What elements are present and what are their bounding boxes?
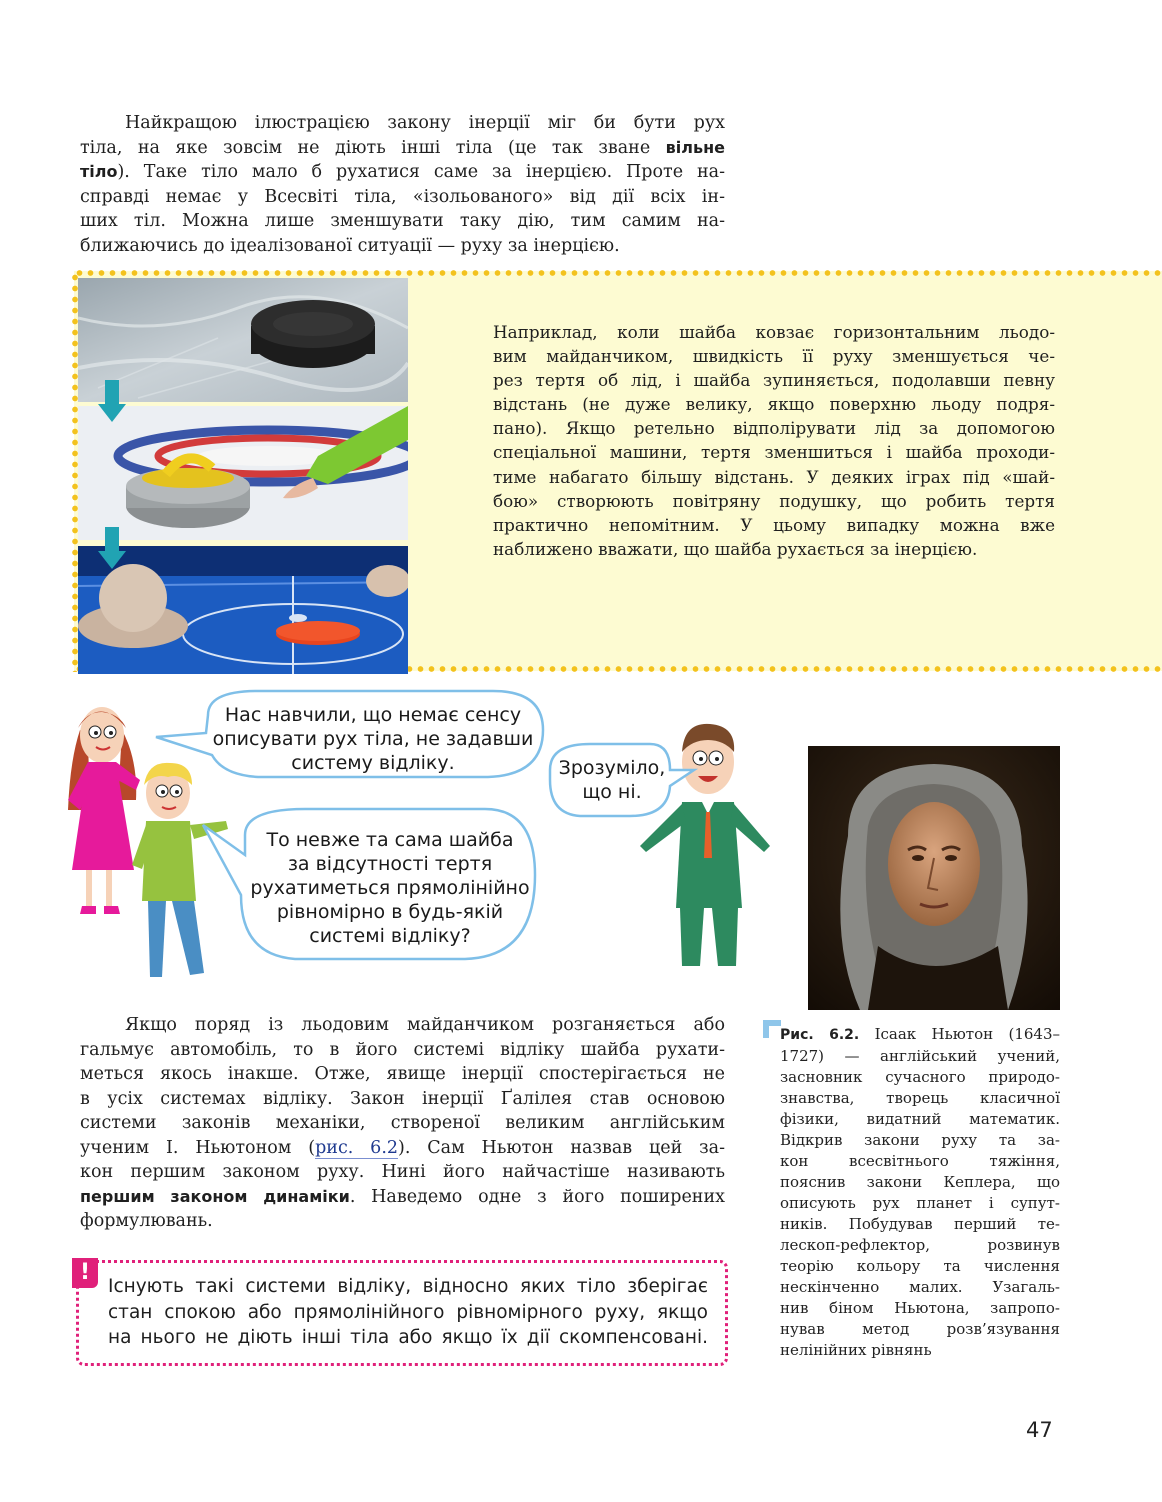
caption-line: теорію кольору та числення [780,1257,1060,1275]
main-line-8: першим законом динаміки. Наведемо одне з його поширених [80,1186,725,1207]
bold-term-first-law: першим законом динаміки [80,1186,350,1206]
example-line: відстань (не дуже велику, якщо поверхню льоду подря- [493,394,1055,415]
caption-line: засновник сучасного природо- [780,1068,1060,1086]
example-line: вим майданчиком, швидкість її руху зменшується че- [493,346,1055,367]
boy-bubble-text: То невже та сама шайба за відсутності тертя рухатиметься прямолінійно рівномірно в будь-якій системі відліку? [250,829,530,947]
intro-line-1: Найкращою ілюстрацією закону інерції міг би бути рух [125,113,725,133]
caption-line: нелінійних рівнянь [780,1341,932,1359]
caption-line: Відкрив закони руху та за- [780,1131,1060,1149]
band-top-dots [74,270,1162,276]
exclamation-icon: ! [72,1258,98,1288]
example-line: наближено вважати, що шайба рухається за інерцією. [493,538,978,559]
main-paragraph [80,1013,725,1234]
caption-line: 1727) — англійський учений, [780,1047,1060,1065]
main-line-9: формулювань. [80,1211,213,1231]
caption-line: нував метод розв’язування [780,1320,1060,1338]
example-line: рез тертя об лід, і шайба зупиняється, подолавши певну [493,370,1055,391]
example-line: практично непомітним. У цьому випадку можна вже [493,514,1055,535]
rule-line: стан спокою або прямолінійного рівномірного руху, якщо [108,1301,708,1323]
caption-line: лескоп-рефлектор, розвинув [780,1236,1060,1254]
photo-curling-stone [78,406,408,540]
newton-portrait [808,746,1060,1010]
caption-line: нескінченно малих. Узагаль- [780,1278,1060,1296]
example-line: спеціальної машини, тертя зменшиться і шайба проходи- [493,442,1055,463]
example-line: тиме набагато більшу відстань. У деяких іграх під «шай- [493,466,1055,487]
main-line-1: Якщо поряд із льодовим майданчиком розганяється або [125,1015,725,1035]
main-line-2: гальмує автомобіль, то в його системі відліку шайба рухати- [80,1039,725,1060]
caption-line: пояснив закони Кеплера, що [780,1173,1060,1191]
caption-line: фізики, видатний математик. [780,1110,1060,1128]
photo-air-hockey [78,546,408,674]
caption-line: нив біном Ньютона, запропо- [780,1299,1060,1317]
caption-line: ників. Побудував перший те- [780,1215,1060,1233]
bold-term-body: тіло [80,162,118,181]
photo-hockey-puck [78,278,408,402]
arrow-down-icon [98,527,126,575]
arrow-down-icon [98,380,126,428]
intro-line-2: тіла, на яке зовсім не діють інші тіла (це так зване вільне [80,137,725,158]
figure-caption [780,1024,1060,1361]
example-line: бою» створюють повітряну подушку, що робить тертя [493,490,1055,511]
rule-line: на нього не діють інші тіла або якщо їх дії скомпенсовані. [108,1327,708,1348]
girl-bubble-text: Нас навчили, що немає сенсу описувати рух тіла, не задавши систему відліку. [212,704,534,774]
main-line-3: меться якось інакше. Отже, явище інерції спостерігається не [80,1064,725,1084]
teacher-bubble-text: Зрозуміло, що ні. [558,757,666,803]
example-line: пано). Якщо ретельно відполірувати лід за допомогою [493,418,1055,439]
rule-line: Існують такі системи відліку, відносно яких тіло зберігає [108,1276,708,1297]
bold-term-free-body: вільне [665,137,725,157]
example-line: Наприклад, коли шайба ковзає горизонтальним льодо- [493,322,1055,342]
intro-line-6: ближаючись до ідеалізованої ситуації — руху за інерцією. [80,235,620,256]
main-line-6: ученим І. Ньютоном (рис. 6.2). Сам Ньютон назвав цей за- [80,1137,725,1158]
example-text [493,320,1055,561]
caption-corner-marker [763,1020,781,1038]
page-number: 47 [1026,1418,1053,1442]
main-line-4: в усіх системах відліку. Закон інерції Ґалілея став основою [80,1088,725,1109]
caption-line: знавства, творець класичної [780,1089,1060,1107]
caption-line: описують рух планет і супут- [780,1194,1060,1212]
main-line-7: кон першим законом руху. Нині його найчастіше називають [80,1162,725,1182]
intro-line-4: справді немає у Всесвіті тіла, «ізольованого» від дії всіх ін- [80,186,725,207]
intro-line-5: ших тіл. Можна лише зменшувати таку дію, тим самим на- [80,211,725,231]
main-line-5: системи законів механіки, створеної великим англійським [80,1113,725,1133]
caption-label: Рис. 6.2. [780,1027,860,1043]
intro-line-3: тіло). Таке тіло мало б рухатися саме за інерцією. Проте на- [80,162,725,182]
caption-line: кон всесвітнього тяжіння, [780,1152,1060,1170]
intro-paragraph [80,111,725,258]
rule-text [108,1274,708,1351]
caption-line-1: Рис. 6.2. Ісаак Ньютон (1643– [780,1025,1060,1043]
figure-reference-link[interactable]: рис. 6.2 [315,1137,399,1158]
